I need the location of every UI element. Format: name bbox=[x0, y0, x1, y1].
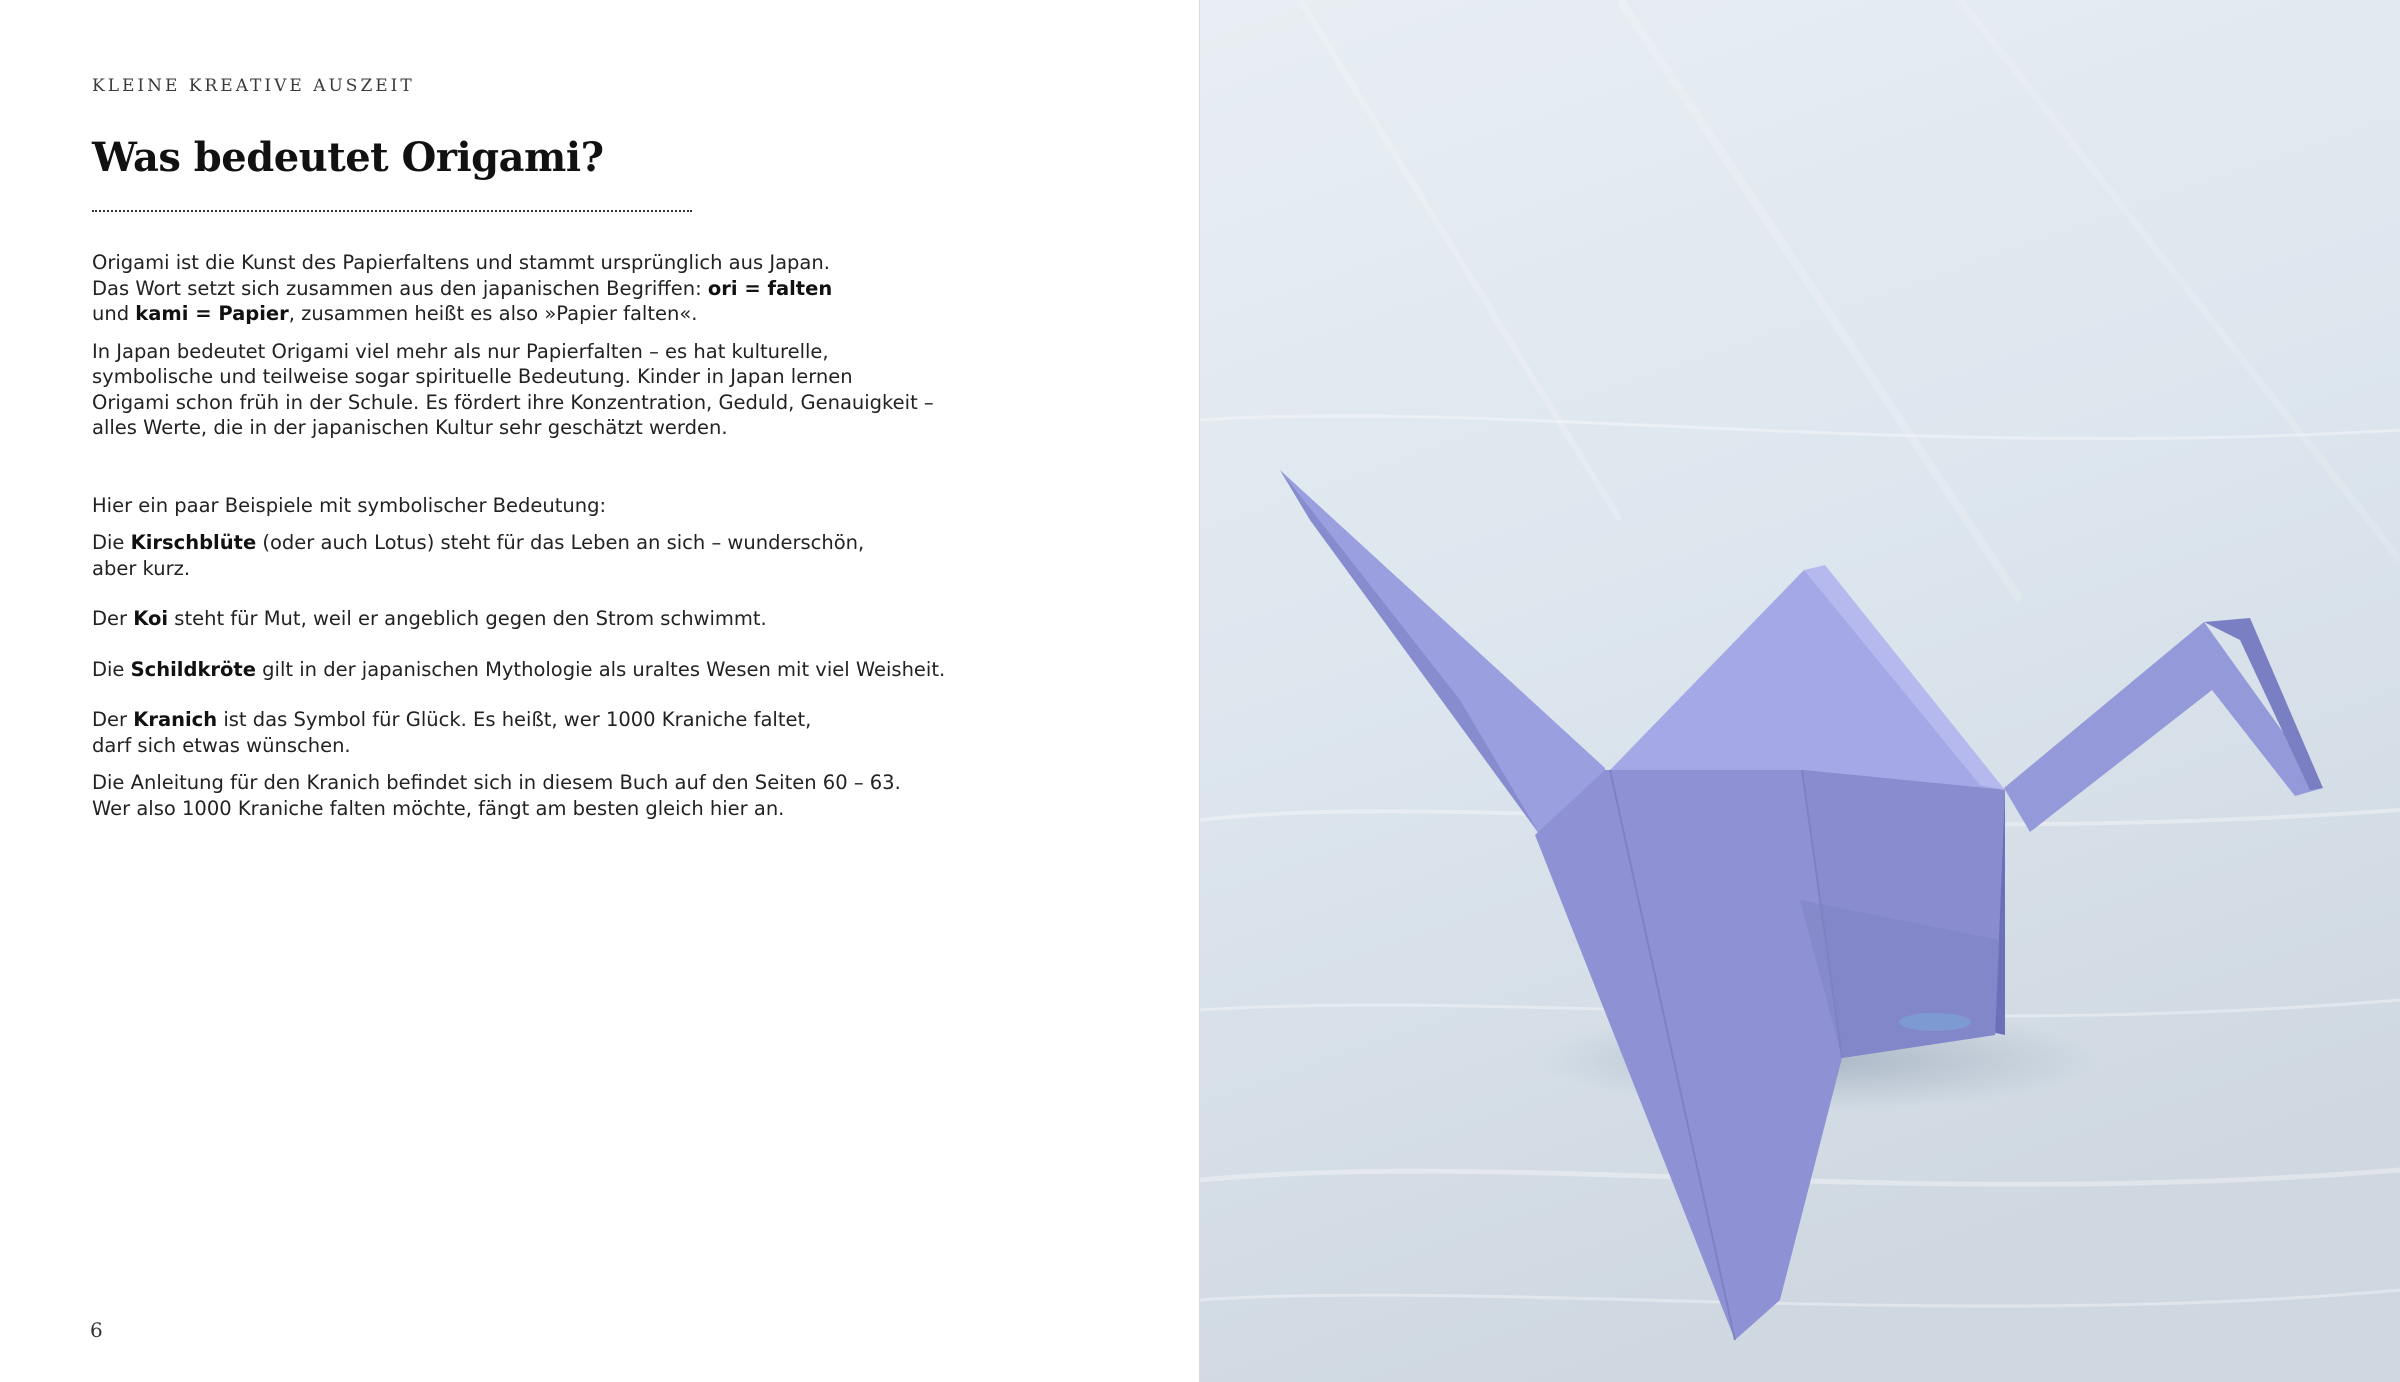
example-koi: Der Koi steht für Mut, weil er angeblich gegen den Strom schwimmt. bbox=[92, 607, 767, 630]
page-number: 6 bbox=[90, 1318, 103, 1342]
example-crane: Der Kranich ist das Symbol für Glück. Es heißt, wer 1000 Kraniche faltet, darf sich etwas wünschen. bbox=[92, 708, 812, 757]
example-cherry-blossom: Die Kirschblüte (oder auch Lotus) steht für das Leben an sich – wunderschön, aber kurz. bbox=[92, 531, 865, 580]
body-text bbox=[92, 250, 992, 821]
example-turtle: Die Schildkröte gilt in der japanischen Mythologie als uraltes Wesen mit viel Weisheit. bbox=[92, 657, 946, 681]
term-kami: kami = Papier bbox=[135, 302, 289, 325]
closing-paragraph: Die Anleitung für den Kranich befindet sich in diesem Buch auf den Seiten 60 – 63. Wer also 1000 Kraniche falten möchte, fängt am besten gleich hier an. bbox=[92, 771, 901, 820]
page-title: Was bedeutet Origami? bbox=[92, 134, 604, 181]
section-label: KLEINE KREATIVE AUSZEIT bbox=[92, 76, 415, 96]
examples-intro: Hier ein paar Beispiele mit symbolischer Bedeutung: bbox=[92, 493, 607, 517]
culture-paragraph: In Japan bedeutet Origami viel mehr als nur Papierfalten – es hat kulturelle, symbolische und teilweise sogar spirituelle Bedeutung. Kinder in Japan lernen Origami schon früh in der Schule. Es fördert ihre Konzentration, Geduld, Genauigkeit – alles Werte, die in der japanischen Kultur sehr geschätzt werden. bbox=[92, 339, 934, 439]
origami-crane-photo bbox=[1200, 0, 2400, 1382]
intro-paragraph: Origami ist die Kunst des Papierfaltens und stammt ursprünglich aus Japan. Das Wort setzt sich zusammen aus den japanischen Begriffen: ori = falten und kami = Papier, zusammen heißt es also »Papier falten«. bbox=[92, 251, 833, 325]
title-divider bbox=[92, 210, 692, 212]
term-ori: ori = falten bbox=[707, 276, 833, 300]
